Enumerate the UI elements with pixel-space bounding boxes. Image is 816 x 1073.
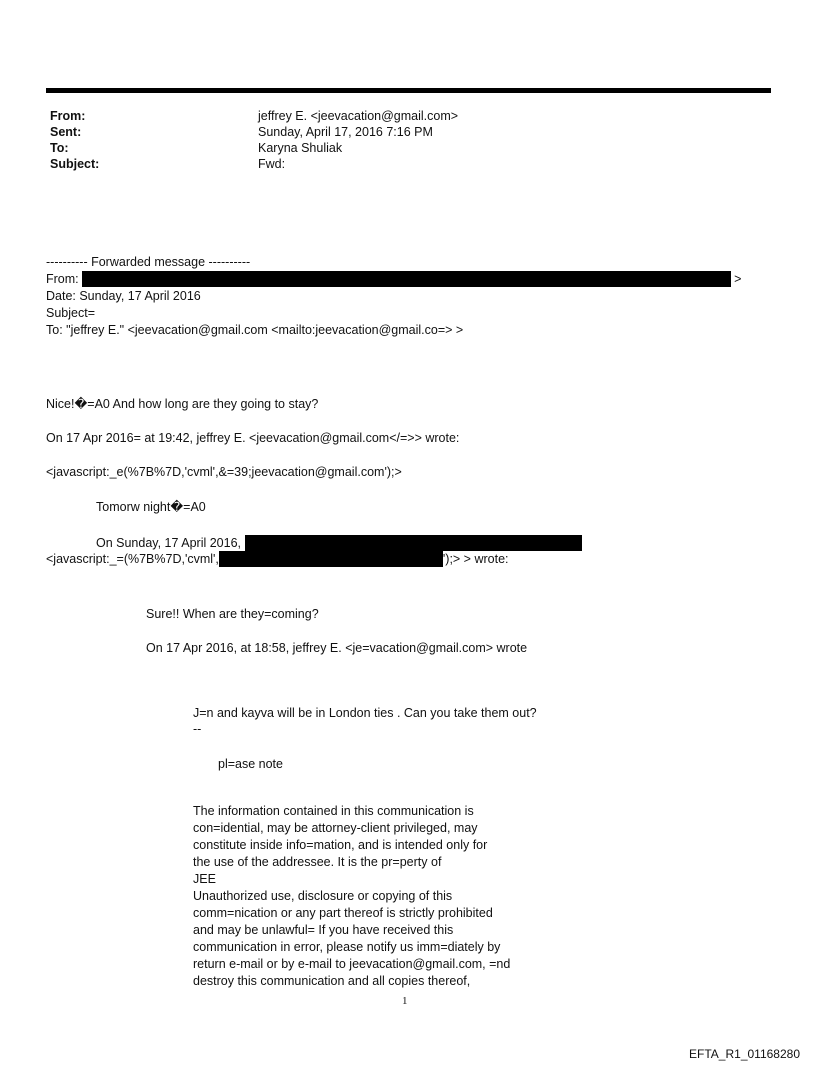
redaction (219, 551, 443, 567)
body-text: ');> > wrote: (442, 552, 509, 566)
body-line (96, 535, 582, 551)
bates-number: EFTA_R1_01168280 (689, 1047, 800, 1061)
from-value: jeffrey E. <jeevacation@gmail.com> (258, 109, 459, 123)
body-line: Nice!�=A0 And how long are they going to stay? (46, 397, 319, 411)
body-line: pl=ase note (218, 757, 283, 771)
to-value: Karyna Shuliak (258, 141, 343, 155)
body-line (46, 551, 509, 567)
forwarded-subject: Subject= (46, 306, 95, 320)
redaction (245, 535, 582, 551)
sent-value: Sunday, April 17, 2016 7:16 PM (258, 125, 433, 139)
forwarded-date: Date: Sunday, 17 April 2016 (46, 289, 201, 303)
disclaimer-line: comm=nication or any part thereof is strictly prohibited (193, 906, 493, 920)
disclaimer-line: communication in error, please notify us imm=diately by (193, 940, 501, 954)
redaction (82, 271, 731, 287)
body-text: On Sunday, 17 April 2016, (96, 536, 242, 550)
forwarded-divider: ---------- Forwarded message ---------- (46, 255, 251, 269)
forwarded-from-label: From: (46, 272, 79, 286)
body-line: J=n and kayva will be in London ties . Can you take them out? (193, 706, 537, 720)
body-text: <javascript:_=(%7B%7D,'cvml', (46, 552, 219, 566)
to-label: To: (50, 141, 69, 155)
forwarded-from-suffix: > (730, 272, 742, 286)
forwarded-to: To: "jeffrey E." <jeevacation@gmail.com <mailto:jeevacation@gmail.co=> > (46, 323, 464, 337)
disclaimer-line: and may be unlawful= If you have received this (193, 923, 454, 937)
disclaimer-line: The information contained in this communication is (193, 804, 474, 818)
forwarded-from (46, 271, 741, 287)
disclaimer-line: JEE (193, 872, 216, 886)
body-line: Sure!! When are they=coming? (146, 607, 319, 621)
header-rule (46, 88, 771, 93)
body-line: On 17 Apr 2016= at 19:42, jeffrey E. <jeevacation@gmail.com</=>> wrote: (46, 431, 460, 445)
body-line: <javascript:_e(%7B%7D,'cvml',&=39;jeevacation@gmail.com');> (46, 465, 402, 479)
disclaimer-line: the use of the addressee. It is the pr=perty of (193, 855, 442, 869)
disclaimer-line: Unauthorized use, disclosure or copying of this (193, 889, 453, 903)
subject-label: Subject: (50, 157, 100, 171)
body-line: On 17 Apr 2016, at 18:58, jeffrey E. <je=vacation@gmail.com> wrote (146, 641, 528, 655)
disclaimer-line: constitute inside info=mation, and is intended only for (193, 838, 488, 852)
from-label: From: (50, 109, 86, 123)
disclaimer-line: return e-mail or by e-mail to jeevacation@gmail.com, =nd (193, 957, 511, 971)
body-line: Tomorw night�=A0 (96, 500, 206, 514)
body-line: -- (193, 722, 202, 736)
disclaimer-line: destroy this communication and all copies thereof, (193, 974, 471, 988)
disclaimer-line: con=idential, may be attorney-client privileged, may (193, 821, 478, 835)
sent-label: Sent: (50, 125, 82, 139)
subject-value: Fwd: (258, 157, 286, 171)
page-number: 1 (402, 995, 408, 1007)
